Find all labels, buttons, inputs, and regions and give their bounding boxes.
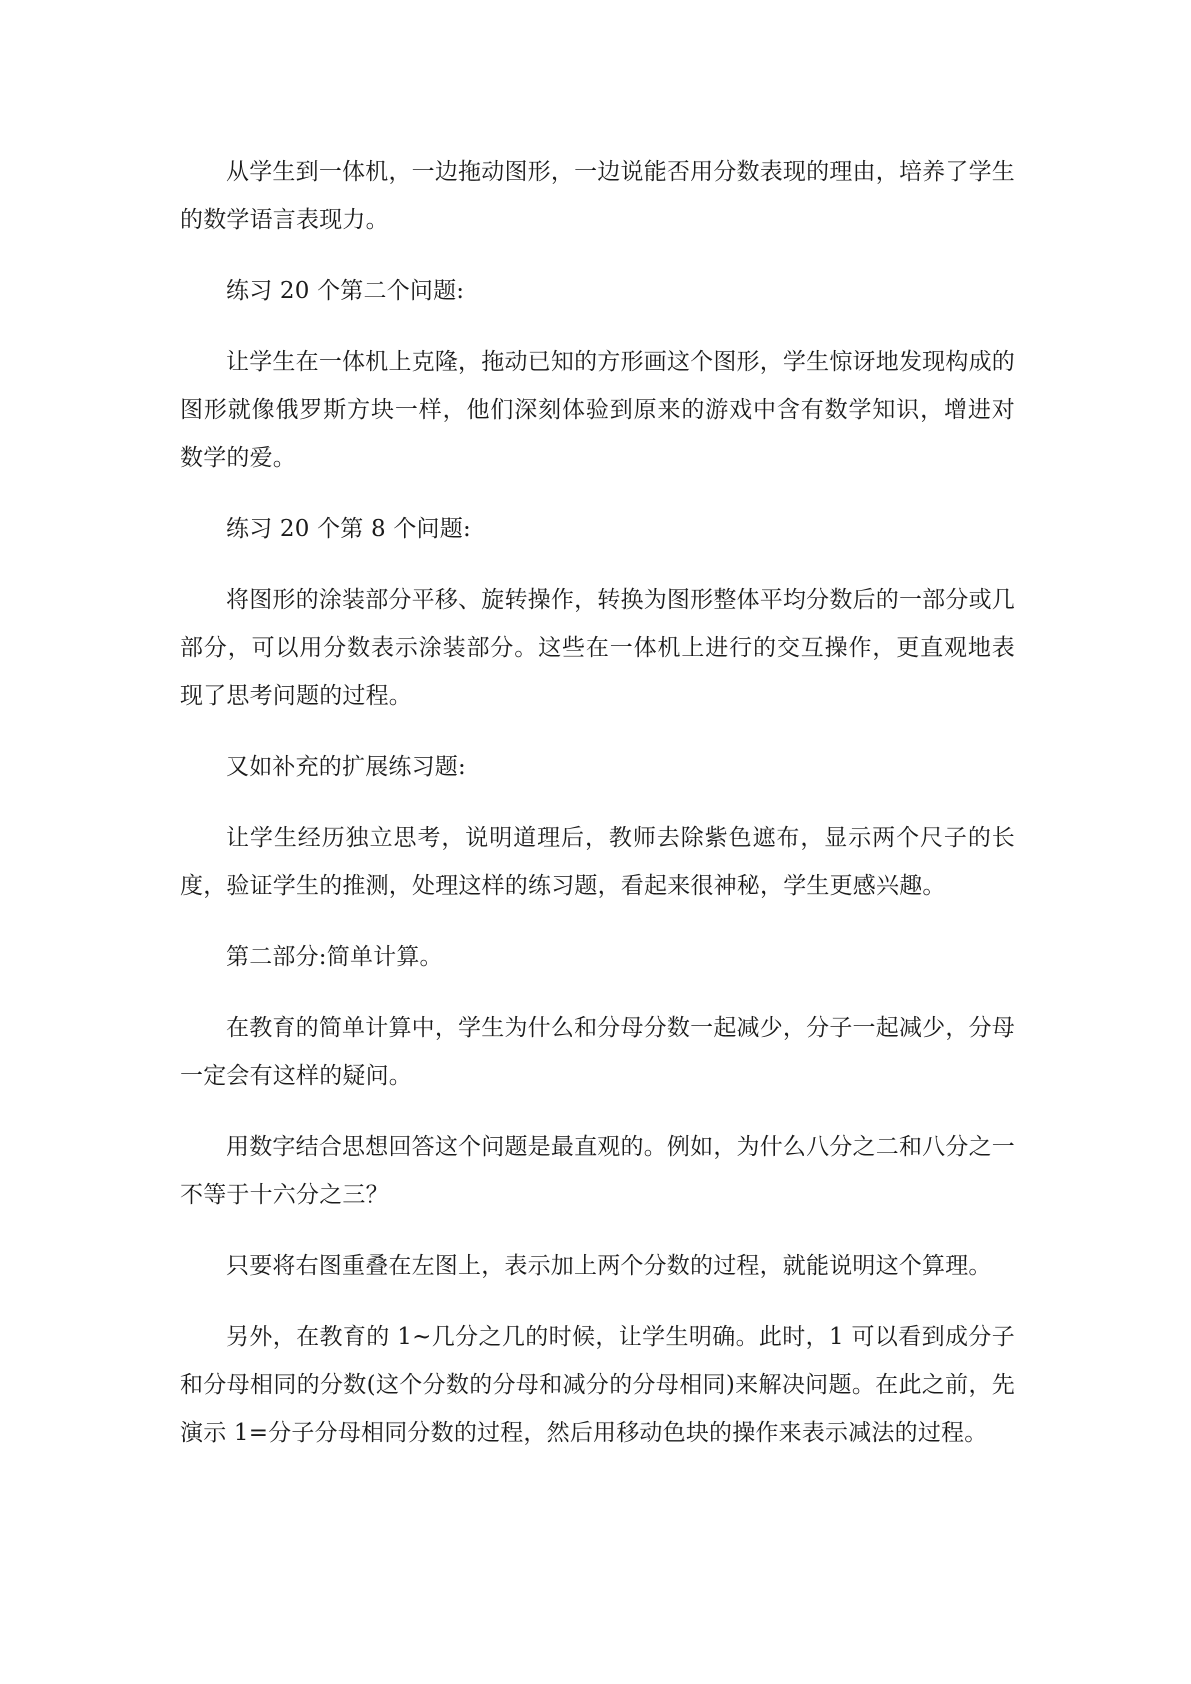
section-heading: 第二部分:简单计算。 xyxy=(226,944,443,970)
paragraph: 让学生经历独立思考，说明道理后，教师去除紫色遮布，显示两个尺子的长度，验证学生的推测，处理这样的练习题，看起来很神秘，学生更感兴趣。 xyxy=(180,825,1015,899)
paragraph: 从学生到一体机，一边拖动图形，一边说能否用分数表现的理由，培养了学生的数学语言表现力。 xyxy=(180,159,1015,233)
paragraph: 将图形的涂装部分平移、旋转操作，转换为图形整体平均分数后的一部分或几部分，可以用分数表示涂装部分。这些在一体机上进行的交互操作，更直观地表现了思考问题的过程。 xyxy=(180,587,1015,709)
paragraph-heading: 练习 20 个第 8 个问题: xyxy=(226,516,471,542)
paragraph: 让学生在一体机上克隆，拖动已知的方形画这个图形，学生惊讶地发现构成的图形就像俄罗斯方块一样，他们深刻体验到原来的游戏中含有数学知识，增进对数学的爱。 xyxy=(180,349,1015,471)
paragraph: 只要将右图重叠在左图上，表示加上两个分数的过程，就能说明这个算理。 xyxy=(226,1253,992,1279)
paragraph: 用数字结合思想回答这个问题是最直观的。例如，为什么八分之二和八分之一不等于十六分之三？ xyxy=(180,1134,1015,1208)
paragraph-heading: 练习 20 个第二个问题: xyxy=(226,278,465,304)
document-body xyxy=(180,148,1015,1457)
paragraph: 另外，在教育的 1~几分之几的时候，让学生明确。此时，1 可以看到成分子和分母相同的分数(这个分数的分母和减分的分母相同)来解决问题。在此之前，先演示 1=分子分母相同分数的过程，然后用移动色块的操作来表示减法的过程。 xyxy=(180,1324,1015,1446)
paragraph-heading: 又如补充的扩展练习题: xyxy=(226,754,466,780)
paragraph: 在教育的简单计算中，学生为什么和分母分数一起减少，分子一起减少，分母一定会有这样的疑问。 xyxy=(180,1015,1015,1089)
